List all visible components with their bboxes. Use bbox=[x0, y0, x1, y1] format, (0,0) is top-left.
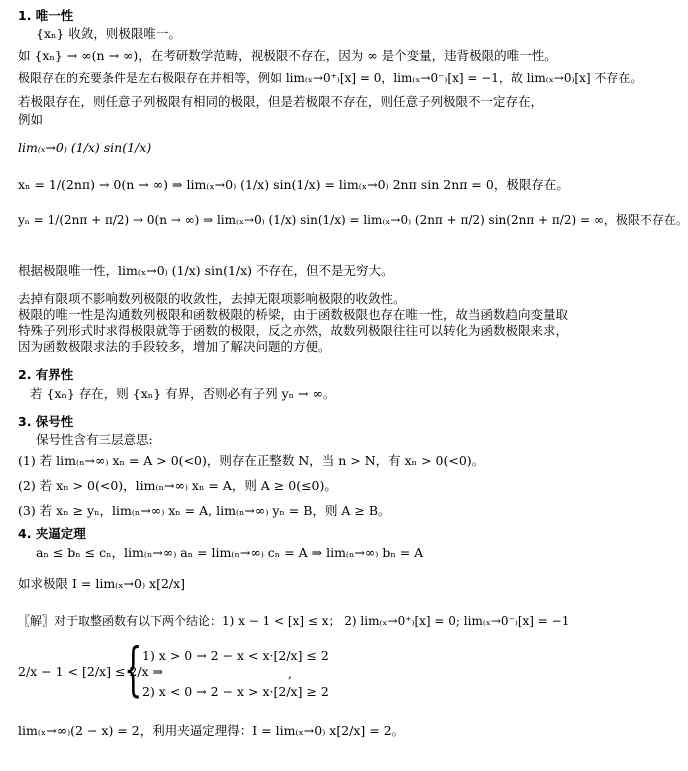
sec1-heading: 1. 唯一性 bbox=[18, 8, 74, 23]
sec1-line7: xₙ = 1/(2nπ) → 0(n → ∞) ⇒ lim₍ₓ→0₎ (1/x) sin(1/x) = lim₍ₓ→0₎ 2nπ sin 2nπ = 0，极限存在。 bbox=[18, 177, 569, 192]
sec1-line6: lim₍ₓ→0₎ (1/x) sin(1/x) bbox=[18, 140, 152, 155]
sec4-line1: aₙ ≤ bₙ ≤ cₙ，lim₍ₙ→∞₎ aₙ = lim₍ₙ→∞₎ cₙ = A ⇒ lim₍ₙ→∞₎ bₙ = A bbox=[36, 545, 424, 560]
case-1: 1) x > 0 → 2 − x < x·[2/x] ≤ 2 bbox=[142, 648, 329, 663]
sec1-line5: 例如 bbox=[18, 112, 44, 127]
sec3-line3: (2) 若 xₙ > 0(<0)，lim₍ₙ→∞₎ xₙ = A，则 A ≥ 0(≤0)。 bbox=[18, 478, 337, 493]
sec4-line5: lim₍ₓ→∞₎(2 − x) = 2，利用夹逼定理得：I = lim₍ₓ→0₎ x[2/x] = 2。 bbox=[18, 723, 405, 738]
cases-comma: , bbox=[288, 666, 292, 681]
sec4-line2: 如求极限 I = lim₍ₓ→0₎ x[2/x] bbox=[18, 576, 186, 591]
sec2-line1: 若 {xₙ} 存在，则 {xₙ} 有界，否则必有子列 yₙ → ∞。 bbox=[30, 386, 336, 401]
sec1-line1: {xₙ} 收敛，则极限唯一。 bbox=[36, 26, 181, 41]
sec1-line8: yₙ = 1/(2nπ + π/2) → 0(n → ∞) ⇒ lim₍ₓ→0₎ (1/x) sin(1/x) = lim₍ₓ→0₎ (2nπ + π/2) sin(2nπ + π/2) = ∞，极限不存在。 bbox=[18, 213, 688, 227]
sec3-line4: (3) 若 xₙ ≥ yₙ，lim₍ₙ→∞₎ xₙ = A, lim₍ₙ→∞₎ yₙ = B，则 A ≥ B。 bbox=[18, 503, 391, 518]
sec1-line3: 极限存在的充要条件是左右极限存在并相等，例如 lim₍ₓ→0⁺₎[x] = 0，lim₍ₓ→0⁻₎[x] = −1，故 lim₍ₓ→0₎[x] 不存在。 bbox=[18, 71, 643, 85]
sec3-line1: 保号性含有三层意思: bbox=[36, 432, 153, 447]
cases-brace: { bbox=[124, 635, 143, 703]
sec3-line2: (1) 若 lim₍ₙ→∞₎ xₙ = A > 0(<0)，则存在正整数 N，当 n > N，有 xₙ > 0(<0)。 bbox=[18, 453, 485, 468]
sec1-line9: 根据极限唯一性，lim₍ₓ→0₎ (1/x) sin(1/x) 不存在，但不是无穷大。 bbox=[18, 263, 394, 278]
sec1-line2: 如 {xₙ} → ∞(n → ∞)，在考研数学范畴，视极限不存在，因为 ∞ 是个变量，违背极限的唯一性。 bbox=[18, 48, 557, 63]
cases-block bbox=[18, 635, 578, 710]
case-2: 2) x < 0 → 2 − x > x·[2/x] ≥ 2 bbox=[142, 684, 329, 699]
sec4-heading: 4. 夹逼定理 bbox=[18, 526, 86, 541]
cases-lhs: 2/x − 1 < [2/x] ≤ 2/x ⇒ bbox=[18, 664, 164, 679]
sec3-heading: 3. 保号性 bbox=[18, 414, 74, 429]
sec4-line3: 〖解〗对于取整函数有以下两个结论：1) x − 1 < [x] ≤ x； 2) lim₍ₓ→0⁺₎[x] = 0; lim₍ₓ→0⁻₎[x] = −1 bbox=[18, 614, 570, 628]
sec1-line10: 去掉有限项不影响数列极限的收敛性，去掉无限项影响极限的收敛性。 bbox=[18, 291, 406, 306]
sec1-line11: 极限的唯一性是沟通数列极限和函数极限的桥梁，由于函数极限也存在唯一性，故当函数趋向变量取特殊子列形式时求得极限就等于函数的极限，反之亦然，故数列极限往往可以转化为函数极限来求，因为函数极限求法的手段较多，增加了解决问题的方便。 bbox=[18, 307, 569, 354]
sec1-line4: 若极限存在，则任意子列极限有相同的极限，但是若极限不存在，则任意子列极限不一定存在， bbox=[18, 94, 544, 109]
sec2-heading: 2. 有界性 bbox=[18, 367, 74, 382]
